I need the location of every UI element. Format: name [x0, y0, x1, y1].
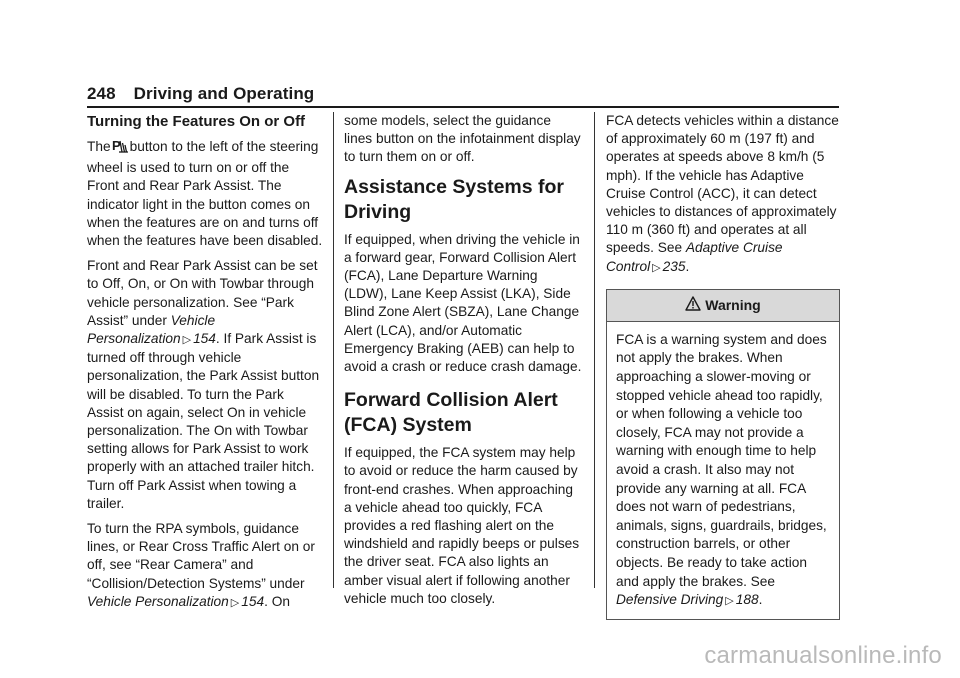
page-reference-arrow-icon: ▷ — [652, 261, 661, 274]
text: FCA is a warning system and does not apply the brakes. When approaching a slower-moving or stopped vehicle ahead too rapidly, or when following a vehicle too closely, FCA may not provide a warning with enough time to help avoid a crash. It also may not provide any warning at all. FCA does not warn of pedestrians, animals, signs, guardrails, bridges, construction barrels, or other objects. Be ready to take action and apply the brakes. See — [616, 331, 827, 589]
section-title: Driving and Operating — [133, 84, 315, 103]
header-rule — [87, 106, 839, 108]
text: . — [758, 592, 763, 608]
column-2 — [344, 112, 582, 615]
cross-reference[interactable]: Defensive Driving — [616, 592, 724, 608]
cross-reference[interactable]: Vehicle Personalization — [87, 593, 229, 609]
warning-title: Warning — [705, 297, 761, 314]
park-assist-icon — [112, 138, 128, 159]
text: FCA detects vehicles within a distance of approximately 60 m (197 ft) and operates at speeds above 8 km/h (5 mph). If the vehicle has Adaptive Cruise Control (ACC), it can detect vehicles to distances of approximately 110 m (360 ft) and operates at all speeds. See — [606, 113, 839, 256]
text: button to the left of the steering wheel is used to turn on or off the Front and Rear Park Assist. The indicator light in the button comes on when the features are on and turns off when the features have been disabled. — [87, 139, 323, 249]
paragraph: If equipped, the FCA system may help to avoid or reduce the harm caused by front-end crashes. When approaching a vehicle ahead too quickly, FCA provides a red flashing alert on the windshield and rapidly beeps or pulses the driver seat. FCA also lights an amber visual alert if following another vehicle much too closely. — [344, 445, 580, 606]
paragraph: If equipped, when driving the vehicle in a forward gear, Forward Collision Alert (FCA), Lane Departure Warning (LDW), Lane Keep Assist (LKA), Side Blind Zone Alert (SBZA), Lane Change Alert (LCA), and/or Automatic Emergency Braking (AEB) can help to avoid a crash or reduce crash damage. — [344, 231, 582, 375]
cross-reference[interactable]: Adaptive Cruise Control — [606, 240, 783, 274]
page-reference-arrow-icon: ▷ — [182, 334, 192, 347]
text: The — [87, 139, 111, 154]
heading-assistance-systems: Assistance Systems for Driving — [344, 175, 565, 223]
page-reference[interactable]: 188 — [735, 592, 759, 608]
page-reference-arrow-icon: ▷ — [725, 595, 734, 608]
page-header — [87, 84, 314, 104]
page-number: 248 — [87, 84, 116, 103]
warning-header — [607, 290, 839, 322]
page-reference[interactable]: 154 — [241, 593, 265, 609]
paragraph — [87, 520, 323, 612]
text: . — [685, 258, 690, 274]
text: . On — [264, 593, 290, 609]
paragraph — [87, 138, 323, 250]
paragraph: some models, select the guidance lines button on the infotainment display to turn them on or off. — [344, 113, 581, 165]
paragraph — [606, 112, 840, 277]
text: . If Park Assist is turned off through vehicle personalization, the Park Assist button will be disabled. To turn the Park Assist on again, select On in vehicle personalization. The On with Towbar setting allows for Park Assist to work properly with an attached trailer hitch. Turn off Park Assist when towing a trailer. — [87, 331, 320, 511]
text: Front and Rear Park Assist can be set to Off, On, or On with Towbar through vehicle personalization. See “Park Assist” under — [87, 258, 318, 328]
page-reference-arrow-icon: ▷ — [230, 596, 240, 609]
heading-fca-system: Forward Collision Alert (FCA) System — [344, 389, 558, 437]
watermark: carmanualsonline.info — [704, 642, 942, 669]
page-reference[interactable]: 154 — [193, 331, 216, 347]
column-divider-2 — [594, 112, 595, 588]
svg-text:P: P — [111, 138, 121, 153]
paragraph — [87, 257, 323, 513]
heading-turning-features: Turning the Features On or Off — [87, 113, 306, 130]
text: To turn the RPA symbols, guidance lines, or Rear Cross Traffic Alert on or off, see “Rear Camera” and “Collision/Detection Systems” under — [87, 521, 315, 591]
page-reference[interactable]: 235 — [662, 258, 686, 274]
cross-reference[interactable]: Vehicle Personalization — [87, 312, 216, 347]
warning-icon — [685, 296, 705, 315]
column-divider-1 — [333, 112, 334, 588]
column-1 — [87, 112, 323, 619]
warning-body — [607, 322, 839, 619]
warning-box — [606, 289, 840, 620]
column-3 — [606, 112, 840, 620]
